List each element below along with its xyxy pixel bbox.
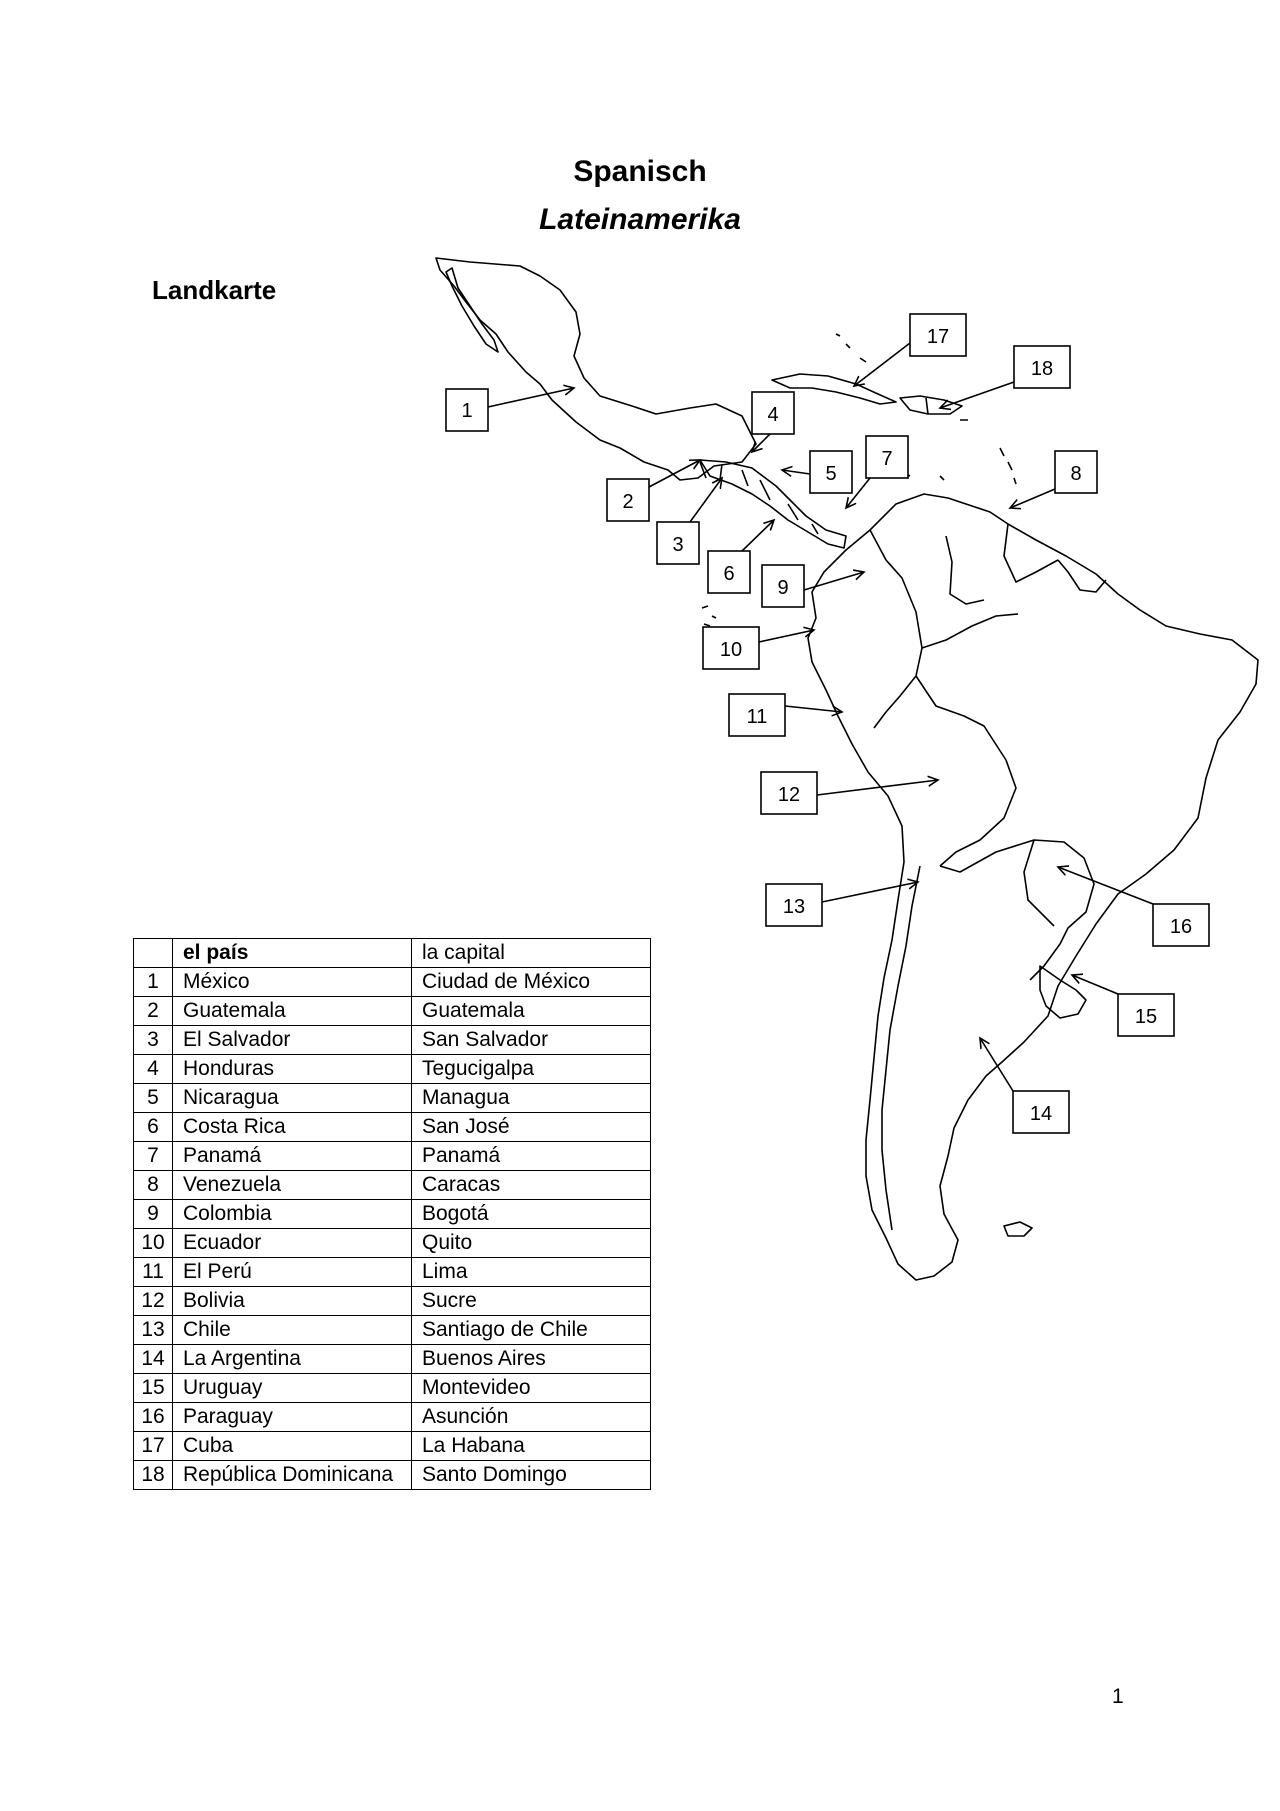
table-cell-num: 11 [134, 1258, 173, 1287]
table-cell-capital: Asunción [412, 1403, 651, 1432]
table-cell-country: Paraguay [173, 1403, 412, 1432]
table-cell-country: Colombia [173, 1200, 412, 1229]
table-cell-num: 1 [134, 968, 173, 997]
table-cell-capital: Ciudad de México [412, 968, 651, 997]
table-cell-num: 4 [134, 1055, 173, 1084]
header-country: el país [173, 939, 412, 968]
table-cell-capital: San José [412, 1113, 651, 1142]
table-cell-country: Nicaragua [173, 1084, 412, 1113]
map-label-2 [607, 460, 700, 521]
map-label-5 [782, 451, 852, 493]
map-label-text: 1 [461, 400, 473, 422]
uruguay-border [1040, 966, 1086, 1018]
map-label-16 [1058, 867, 1209, 946]
table-cell-num: 10 [134, 1229, 173, 1258]
map-label-10 [703, 627, 814, 669]
table-cell-country: Venezuela [173, 1171, 412, 1200]
table-cell-country: Bolivia [173, 1287, 412, 1316]
table-cell-capital: Quito [412, 1229, 651, 1258]
table-cell-country: El Perú [173, 1258, 412, 1287]
table-row [134, 1171, 651, 1200]
table-cell-capital: Montevideo [412, 1374, 651, 1403]
table-cell-capital: Panamá [412, 1142, 651, 1171]
table-row [134, 1432, 651, 1461]
table-row [134, 1403, 651, 1432]
table-row [134, 1142, 651, 1171]
falkland-islands [1004, 1222, 1032, 1236]
table-cell-num: 12 [134, 1287, 173, 1316]
map-label-4 [752, 392, 794, 452]
table-cell-capital: Tegucigalpa [412, 1055, 651, 1084]
map-label-text: 9 [777, 577, 789, 599]
page-subtitle: Lateinamerika [539, 203, 741, 236]
table-cell-country: Costa Rica [173, 1113, 412, 1142]
table-row [134, 1461, 651, 1490]
table-row [134, 1345, 651, 1374]
baja-california-outline [446, 268, 498, 352]
table-row [134, 968, 651, 997]
table-row [134, 1113, 651, 1142]
map-label-text: 4 [767, 404, 779, 426]
map-label-text: 14 [1029, 1103, 1053, 1125]
table-cell-num: 14 [134, 1345, 173, 1374]
table-row [134, 1374, 651, 1403]
table-cell-capital: Buenos Aires [412, 1345, 651, 1374]
map-label-text: 2 [622, 491, 634, 513]
map-label-text: 5 [825, 463, 837, 485]
table-cell-num: 16 [134, 1403, 173, 1432]
table-cell-country: México [173, 968, 412, 997]
table-cell-num: 15 [134, 1374, 173, 1403]
map-label-14 [980, 1038, 1069, 1133]
table-row [134, 997, 651, 1026]
table-cell-capital: Caracas [412, 1171, 651, 1200]
country-capital-table [133, 938, 651, 1490]
map-label-text: 18 [1030, 358, 1054, 380]
table-cell-country: Guatemala [173, 997, 412, 1026]
table-cell-country: El Salvador [173, 1026, 412, 1055]
table-row [134, 1258, 651, 1287]
table-row [134, 1084, 651, 1113]
map-label-text: 15 [1134, 1006, 1158, 1028]
header-capital: la capital [412, 939, 651, 968]
table-cell-country: Panamá [173, 1142, 412, 1171]
table-cell-num: 5 [134, 1084, 173, 1113]
table-cell-country: Chile [173, 1316, 412, 1345]
page-title: Spanisch [573, 155, 707, 188]
table-cell-capital: Santo Domingo [412, 1461, 651, 1490]
table-cell-num: 6 [134, 1113, 173, 1142]
table-row [134, 1287, 651, 1316]
map-label-text: 6 [723, 563, 735, 585]
table-cell-num: 3 [134, 1026, 173, 1055]
table-cell-num: 17 [134, 1432, 173, 1461]
table-cell-capital: San Salvador [412, 1026, 651, 1055]
table-cell-country: La Argentina [173, 1345, 412, 1374]
table-cell-country: Ecuador [173, 1229, 412, 1258]
map-label-8 [1010, 451, 1097, 508]
table-cell-num: 7 [134, 1142, 173, 1171]
map-label-text: 3 [672, 534, 684, 556]
header-num [134, 939, 173, 968]
table-cell-capital: Bogotá [412, 1200, 651, 1229]
table-cell-capital: La Habana [412, 1432, 651, 1461]
hispaniola-outline [900, 396, 962, 414]
map-label-12 [761, 772, 938, 814]
map-label-text: 10 [719, 639, 743, 661]
map-label-17 [854, 314, 966, 386]
page-number: 1 [1112, 1685, 1124, 1708]
map-label-text: 7 [881, 448, 893, 470]
table-cell-country: Uruguay [173, 1374, 412, 1403]
map-label-text: 11 [746, 706, 768, 728]
table-row [134, 1200, 651, 1229]
table-cell-capital: Sucre [412, 1287, 651, 1316]
map-label-1 [446, 388, 574, 431]
map-label-11 [729, 694, 842, 736]
table-row [134, 1055, 651, 1084]
table-cell-num: 13 [134, 1316, 173, 1345]
table-cell-num: 2 [134, 997, 173, 1026]
table-cell-num: 9 [134, 1200, 173, 1229]
table-cell-capital: Guatemala [412, 997, 651, 1026]
section-heading: Landkarte [152, 275, 277, 305]
table-cell-num: 18 [134, 1461, 173, 1490]
table-row [134, 1316, 651, 1345]
map-label-text: 17 [926, 326, 950, 348]
map-label-text: 12 [777, 784, 801, 806]
south-america-outline [808, 494, 1258, 1280]
map-label-15 [1072, 975, 1174, 1036]
table-row [134, 1229, 651, 1258]
map-label-text: 8 [1070, 463, 1082, 485]
table-cell-country: República Dominicana [173, 1461, 412, 1490]
table-cell-capital: Lima [412, 1258, 651, 1287]
map-label-text: 16 [1169, 916, 1193, 938]
table-cell-capital: Santiago de Chile [412, 1316, 651, 1345]
table-cell-num: 8 [134, 1171, 173, 1200]
table-row [134, 1026, 651, 1055]
table-cell-country: Cuba [173, 1432, 412, 1461]
table-cell-capital: Managua [412, 1084, 651, 1113]
map-label-text: 13 [782, 896, 806, 918]
sa-internal-borders [870, 524, 1106, 1230]
mexico-outline [436, 258, 756, 480]
table-header-row [134, 939, 651, 968]
galapagos-islands [702, 606, 716, 626]
map-label-7 [846, 436, 908, 508]
table-cell-country: Honduras [173, 1055, 412, 1084]
